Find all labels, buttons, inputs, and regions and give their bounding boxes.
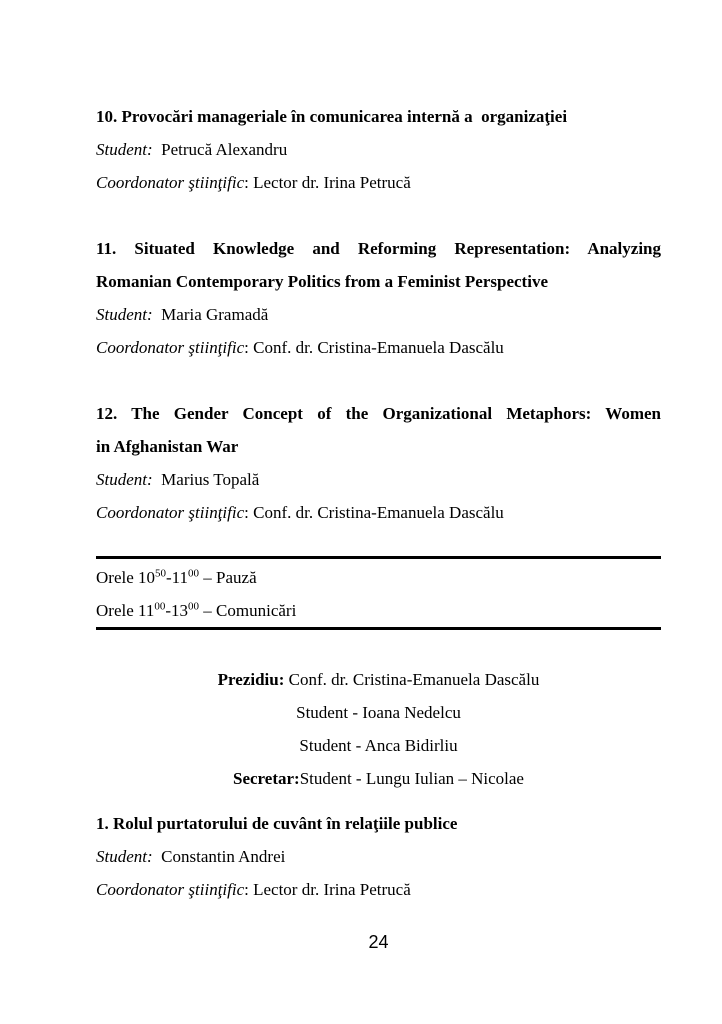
schedule-event-text: – Comunicări <box>199 601 297 620</box>
schedule-superscript: 50 <box>155 567 167 580</box>
presidium-block <box>96 663 661 795</box>
coordinator-name: : Conf. dr. Cristina-Emanuela Dascălu <box>244 338 504 357</box>
student-label: Student: <box>96 847 153 866</box>
secretary-label: Secretar: <box>233 769 300 788</box>
item-12-student-line <box>96 463 661 496</box>
student-label: Student: <box>96 140 153 159</box>
item-10-student-line <box>96 133 661 166</box>
coordinator-name: : Lector dr. Irina Petrucă <box>244 880 411 899</box>
coordinator-label: Coordonator ştiinţific <box>96 503 245 522</box>
item-11-title-line-2: Romanian Contemporary Politics from a Feminist Perspective <box>96 272 548 291</box>
item-11-student-line <box>96 298 661 331</box>
student-label: Student: <box>96 305 153 324</box>
item-1-title: 1. Rolul purtatorului de cuvânt în relaţiile publice <box>96 814 458 833</box>
schedule-time-text: -11 <box>166 568 189 587</box>
agenda-item-1 <box>96 807 661 906</box>
item-10-coordinator-line <box>96 166 661 199</box>
item-11-title-line-1: 11. Situated Knowledge and Reforming Representation: Analyzing <box>96 239 661 258</box>
coordinator-label: Coordonator ştiinţific <box>96 338 245 357</box>
schedule-time-text: -13 <box>165 601 189 620</box>
coordinator-name: : Conf. dr. Cristina-Emanuela Dascălu <box>244 503 504 522</box>
schedule-line-pauza <box>96 561 661 594</box>
schedule-time-text: Orele 10 <box>96 568 156 587</box>
schedule-time-text: Orele 11 <box>96 601 155 620</box>
agenda-item-10 <box>96 100 661 199</box>
schedule-event-text: – Pauză <box>199 568 257 587</box>
item-12-title-line-2: in Afghanistan War <box>96 437 239 456</box>
student-label: Student: <box>96 470 153 489</box>
item-1-student-line <box>96 840 661 873</box>
coordinator-label: Coordonator ştiinţific <box>96 173 245 192</box>
secretary-name: Student - Lungu Iulian – Nicolae <box>299 769 524 788</box>
agenda-item-11 <box>96 232 661 364</box>
presidium-member-line: Student - Anca Bidirliu <box>299 736 458 755</box>
presidium-label: Prezidiu: <box>217 670 285 689</box>
presidium-chair-name: Conf. dr. Cristina-Emanuela Dascălu <box>284 670 540 689</box>
presidium-line <box>96 663 661 696</box>
schedule-superscript: 00 <box>188 567 200 580</box>
agenda-item-12 <box>96 397 661 529</box>
student-name: Constantin Andrei <box>152 847 286 866</box>
schedule-line-comunicari <box>96 594 661 627</box>
schedule-superscript: 00 <box>154 600 166 613</box>
student-name: Marius Topală <box>152 470 260 489</box>
item-12-title-line-1: 12. The Gender Concept of the Organizational Metaphors: Women <box>96 404 661 423</box>
student-name: Maria Gramadă <box>152 305 269 324</box>
item-1-coordinator-line <box>96 873 661 906</box>
page-number: 24 <box>368 932 389 952</box>
secretary-line <box>96 762 661 795</box>
item-10-title: 10. Provocări manageriale în comunicarea internă a organizaţiei <box>96 107 568 126</box>
presidium-member-line: Student - Ioana Nedelcu <box>296 703 461 722</box>
student-name: Petrucă Alexandru <box>152 140 288 159</box>
schedule-block <box>96 556 661 630</box>
coordinator-name: : Lector dr. Irina Petrucă <box>244 173 411 192</box>
item-12-coordinator-line <box>96 496 661 529</box>
coordinator-label: Coordonator ştiinţific <box>96 880 245 899</box>
schedule-superscript: 00 <box>188 600 200 613</box>
item-11-coordinator-line <box>96 331 661 364</box>
